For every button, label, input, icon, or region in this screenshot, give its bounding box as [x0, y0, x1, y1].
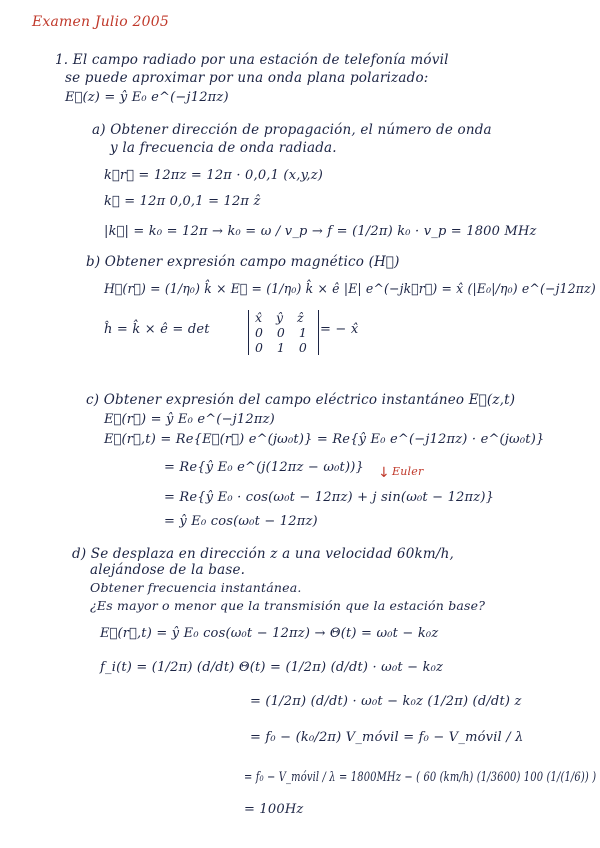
determinant-row-3: 0 1 0 — [255, 340, 312, 355]
part-c-line-1: E⃗(r⃗) = ŷ E₀ e^(−j12πz) — [104, 412, 275, 427]
part-d-title-line-2: alejándose de la base. — [90, 562, 246, 578]
part-d-line-1: E⃗(r⃗,t) = ŷ E₀ cos(ω₀t − 12πz) → Θ(t) = ω₀t − k₀z — [100, 626, 439, 641]
part-b-line-3: = − x̂ — [320, 322, 359, 337]
part-a-title-line-1: a) Obtener dirección de propagación, el número de onda — [92, 122, 492, 138]
problem-statement-line-1: 1. El campo radiado por una estación de telefonía móvil — [55, 52, 449, 68]
part-b-line-1: H⃗(r⃗) = (1/η₀) k̂ × E⃗ = (1/η₀) k̂ × ê |E| e^(−jk⃗r⃗) = x̂ (|E₀|/η₀) e^(−j12πz) — [104, 282, 596, 297]
euler-note: Euler — [392, 465, 424, 478]
part-c-line-5: = ŷ E₀ cos(ω₀t − 12πz) — [164, 514, 318, 529]
part-c-title: c) Obtener expresión del campo eléctrico instantáneo E⃗(z,t) — [86, 392, 516, 408]
part-b-title: b) Obtener expresión campo magnético (H⃗) — [86, 254, 400, 270]
part-d-result: = 100Hz — [244, 802, 304, 817]
part-a-line-2: k⃗ = 12π 0,0,1 = 12π ẑ — [104, 194, 261, 209]
part-d-title-line-3: Obtener frecuencia instantánea. — [90, 580, 302, 595]
part-a-line-1: k⃗r⃗ = 12πz = 12π · 0,0,1 (x,y,z) — [104, 168, 324, 183]
part-d-line-3: = (1/2π) (d/dt) · ω₀t − k₀z (1/2π) (d/dt) z — [250, 694, 522, 709]
part-c-line-2: E⃗(r⃗,t) = Re{E⃗(r⃗) e^(jω₀t)} = Re{ŷ E₀ e^(−j12πz) · e^(jω₀t)} — [104, 432, 545, 447]
problem-statement-line-2: se puede aproximar por una onda plana polarizado: — [65, 70, 429, 86]
arrow-down-icon: ↓ — [378, 465, 390, 481]
part-c-line-4: = Re{ŷ E₀ · cos(ω₀t − 12πz) + j sin(ω₀t − 12πz)} — [164, 490, 495, 505]
part-c-line-3: = Re{ŷ E₀ e^(j(12πz − ω₀t))} — [164, 460, 364, 475]
determinant-row-1: x̂ ŷ ẑ — [255, 310, 309, 325]
part-d-line-5: = f₀ − V_móvil / λ = 1800MHz − ( 60 (km/h) (1/3600) 100 (1/(1/6)) ) — [244, 770, 597, 785]
part-d-line-4: = f₀ − (k₀/2π) V_móvil = f₀ − V_móvil / λ — [250, 730, 524, 745]
problem-field-equation: E⃗(z) = ŷ E₀ e^(−j12πz) — [65, 90, 229, 105]
part-a-line-3: |k⃗| = k₀ = 12π → k₀ = ω / v_p → f = (1/2π) k₀ · v_p = 1800 MHz — [104, 224, 537, 239]
part-d-title-line-1: d) Se desplaza en dirección z a una velocidad 60km/h, — [72, 546, 455, 562]
part-a-title-line-2: y la frecuencia de onda radiada. — [110, 140, 337, 156]
cross-product-determinant — [248, 310, 319, 355]
part-b-line-2: ĥ = k̂ × ê = det — [104, 322, 210, 337]
exam-header: Examen Julio 2005 — [32, 14, 169, 30]
part-d-title-line-4: ¿Es mayor o menor que la transmisión que la estación base? — [90, 598, 486, 613]
determinant-row-2: 0 0 1 — [255, 325, 312, 340]
part-d-line-2: f_i(t) = (1/2π) (d/dt) Θ(t) = (1/2π) (d/dt) · ω₀t − k₀z — [100, 660, 444, 675]
